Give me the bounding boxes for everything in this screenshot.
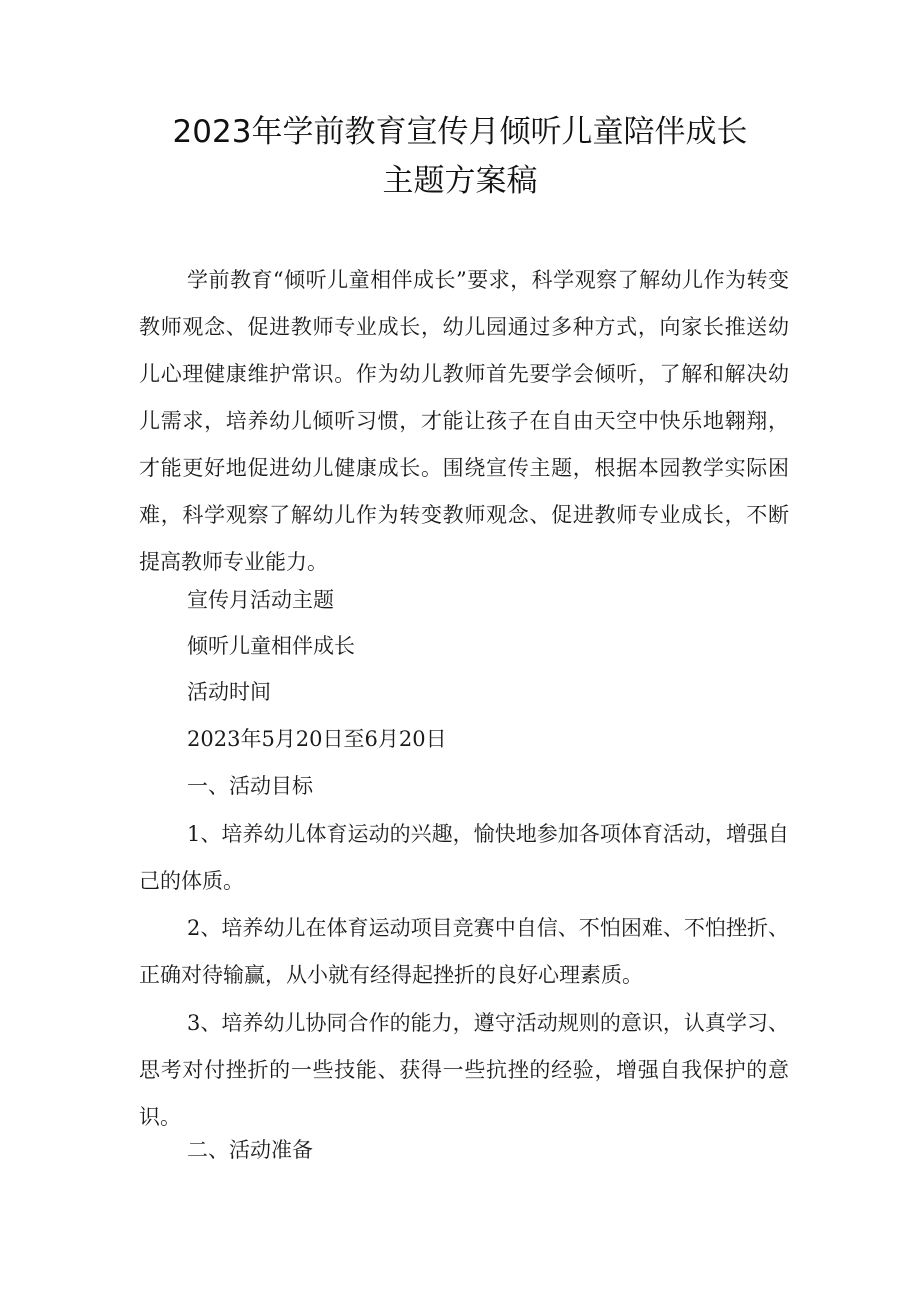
document-title-line-2: 主题方案稿	[382, 163, 538, 199]
section-2-heading: 二、活动准备	[187, 1138, 313, 1162]
goal-1-paragraph: 1、培养幼儿体育运动的兴趣，愉快地参加各项体育活动，增强自己的体质。	[139, 822, 789, 893]
goal-3-paragraph: 3、培养幼儿协同合作的能力，遵守活动规则的意识，认真学习、思考对付挫折的一些技能、获得一些抗挫的经验，增强自我保护的意识。	[139, 1011, 789, 1129]
time-heading: 活动时间	[187, 680, 271, 704]
intro-paragraph: 学前教育“倾听儿童相伴成长”要求，科学观察了解幼儿作为转变教师观念、促进教师专业成长，幼儿园通过多种方式，向家长推送幼儿心理健康维护常识。作为幼儿教师首先要学会倾听，了解和解决幼儿需求，培养幼儿倾听习惯，才能让孩子在自由天空中快乐地翱翔，才能更好地促进幼儿健康成长。围绕宣传主题，根据本园教学实际困难，科学观察了解幼儿作为转变教师观念、促进教师专业成长，不断提高教师专业能力。	[139, 268, 789, 574]
document-title-line-1: 2023年学前教育宣传月倾听儿童陪伴成长	[172, 114, 748, 150]
time-value: 2023年5月20日至6月20日	[187, 727, 447, 751]
goal-2-paragraph: 2、培养幼儿在体育运动项目竞赛中自信、不怕困难、不怕挫折、正确对待输赢，从小就有经得起挫折的良好心理素质。	[139, 916, 789, 987]
theme-heading: 宣传月活动主题	[187, 588, 334, 612]
section-1-heading: 一、活动目标	[187, 774, 313, 798]
theme-value: 倾听儿童相伴成长	[187, 634, 355, 658]
